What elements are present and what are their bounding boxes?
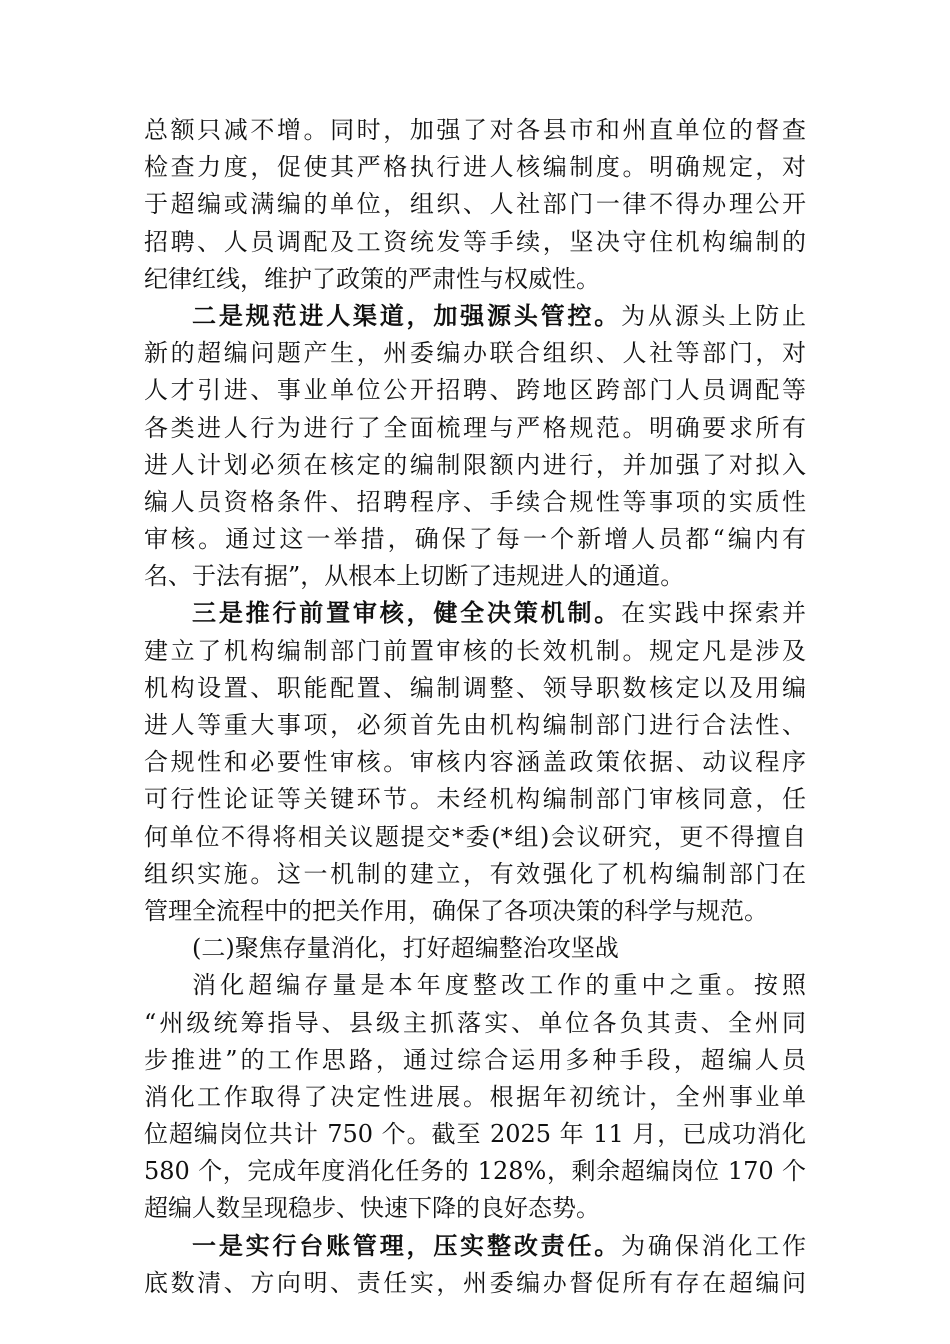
line-text: 总额只减不增。同时，加强了对各县市和州直单位的督查: [144, 116, 806, 144]
text-line: [144, 447, 806, 484]
text-line: [144, 186, 806, 223]
line-text: 机构设置、职能配置、编制调整、领导职数核定以及用编: [144, 673, 806, 702]
line-text: (二)聚焦存量消化，打好超编整治攻坚战: [192, 934, 619, 963]
text-line: [144, 1005, 806, 1042]
text-line: [144, 410, 806, 447]
line-text: 组织实施。这一机制的建立，有效强化了机构编制部门在: [144, 859, 806, 888]
paragraph-heading-line: [144, 1228, 806, 1265]
line-text: 管理全流程中的把关作用，确保了各项决策的科学与规范。: [144, 896, 768, 925]
text-line: [144, 856, 806, 893]
line-text: 各类进人行为进行了全面梳理与严格规范。明确要求所有: [144, 413, 806, 442]
text-line: [144, 484, 806, 521]
line-text: “州级统筹指导、县级主抓落实、单位各负其责、全州同: [144, 1008, 806, 1037]
text-line: [144, 1153, 806, 1190]
line-text: 进人计划必须在核定的编制限额内进行，并加强了对拟入: [144, 450, 806, 479]
text-line: [144, 1265, 806, 1302]
text-line: [144, 1116, 806, 1153]
line-text: 检查力度，促使其严格执行进人核编制度。明确规定，对: [144, 153, 806, 182]
line-text: 合规性和必要性审核。审核内容涵盖政策依据、动议程序: [144, 748, 806, 777]
text-line: [144, 112, 806, 149]
text-line: [144, 744, 806, 781]
line-text: 编人员资格条件、招聘程序、手续合规性等事项的实质性: [144, 487, 806, 516]
text-line: [144, 781, 806, 818]
text-line: [144, 819, 806, 856]
line-text: 消化超编存量是本年度整改工作的重中之重。按照: [192, 971, 806, 1000]
bold-lead-phrase: 二是规范进人渠道，加强源头管控。: [192, 301, 622, 330]
line-text: 审核。通过这一举措，确保了每一个新增人员都“编内有: [144, 525, 806, 554]
text-line: [144, 558, 806, 595]
line-text: 人才引进、事业单位公开招聘、跨地区跨部门人员调配等: [144, 376, 806, 405]
text-line: [144, 224, 806, 261]
line-text: 新的超编问题产生，州委编办联合组织、人社等部门，对: [144, 339, 806, 368]
line-text: 进人等重大事项，必须首先由机构编制部门进行合法性、: [144, 711, 806, 739]
paragraph-heading-line: [144, 595, 806, 632]
paragraph-heading-line: [144, 298, 806, 335]
line-text: 位超编岗位共计 750 个。截至 2025 年 11 月，已成功消化: [144, 1120, 806, 1149]
text-line: [144, 261, 806, 298]
line-text: 为从源头上防止: [621, 301, 806, 330]
line-text: 招聘、人员调配及工资统发等手续，坚决守住机构编制的: [144, 227, 806, 256]
text-line: [144, 1079, 806, 1116]
bold-lead-phrase: 一是实行台账管理，压实整改责任。: [192, 1231, 622, 1260]
line-text: 何单位不得将相关议题提交*委(*组)会议研究，更不得擅自: [144, 822, 806, 851]
bold-lead-phrase: 三是推行前置审核，健全决策机制。: [192, 599, 622, 628]
line-text: 于超编或满编的单位，组织、人社部门一律不得办理公开: [144, 190, 806, 219]
text-line: [144, 1042, 806, 1079]
text-line: [144, 1190, 806, 1227]
text-line: [144, 372, 806, 409]
line-text: 可行性论证等关键环节。未经机构编制部门审核同意，任: [144, 785, 806, 814]
line-text: 为确保消化工作: [621, 1231, 806, 1260]
text-line: [144, 633, 806, 670]
line-text: 步推进”的工作思路，通过综合运用多种手段，超编人员: [144, 1045, 806, 1074]
line-text: 消化工作取得了决定性进展。根据年初统计，全州事业单: [144, 1082, 806, 1111]
line-text: 名、于法有据”，从根本上切断了违规进人的通道。: [144, 562, 685, 591]
text-line: [144, 149, 806, 186]
text-line: [144, 930, 806, 967]
document-body: [144, 112, 806, 1302]
line-text: 底数清、方向明、责任实，州委编办督促所有存在超编问: [144, 1268, 806, 1297]
text-line: [144, 707, 806, 744]
line-text: 建立了机构编制部门前置审核的长效机制。规定凡是涉及: [144, 636, 806, 665]
line-text: 纪律红线，维护了政策的严肃性与权威性。: [144, 264, 600, 293]
line-text: 超编人数呈现稳步、快速下降的良好态势。: [144, 1194, 600, 1223]
line-text: 在实践中探索并: [621, 599, 806, 628]
line-text: 580 个，完成年度消化任务的 128%，剩余超编岗位 170 个: [144, 1157, 806, 1186]
text-line: [144, 967, 806, 1004]
text-line: [144, 670, 806, 707]
text-line: [144, 893, 806, 930]
text-line: [144, 521, 806, 558]
text-line: [144, 335, 806, 372]
